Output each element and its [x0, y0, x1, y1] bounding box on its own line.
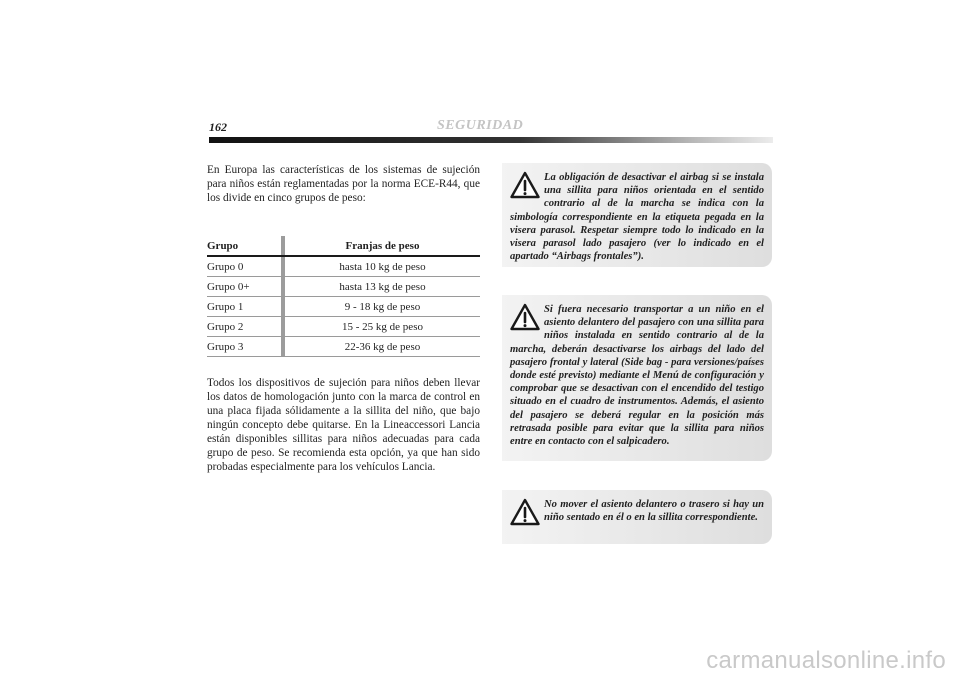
weight-range-cell: 15 - 25 kg de peso — [285, 317, 480, 337]
warning-triangle-icon — [510, 498, 540, 526]
warning-text: Si fuera necesario transportar a un niño en el asiento delantero del pasajero con una sillita para niños instalada en sentido contrario al de la marcha, deberán desactivarse los airbags del lado del pasajero frontal y lateral (Side bag - para versiones/países donde esté previsto) mediante el Menú de configuración y comprobar que se desactivan con el encendido del testigo situado en el cuadro de instrumentos. Además, el asiento del pasajero se deberá regular en la posición más retrasada posible para evitar que la sillita para niños entre en contacto con el salpicadero. — [510, 304, 764, 448]
page-number: 162 — [209, 120, 227, 134]
table-header-row — [207, 236, 480, 256]
column-header-group: Grupo — [207, 236, 281, 256]
group-cell: Grupo 2 — [207, 317, 281, 337]
weight-range-cell: 9 - 18 kg de peso — [285, 297, 480, 317]
table-row — [207, 277, 480, 297]
homologation-paragraph: Todos los dispositivos de sujeción para niños deben llevar los datos de homologación junto con la marca de control en una placa fijada sólidamente a la sillita del niño, que bajo ningún concepto debe quitarse. En la Lineaccessori Lancia están disponibles sillitas para niños adecuadas para cada grupo de peso. Se recomienda esta opción, ya que han sido probadas especialmente para los vehículos Lancia. — [207, 377, 480, 473]
warning-triangle-icon — [510, 171, 540, 199]
front-seat-child-warning — [502, 295, 772, 461]
intro-paragraph: En Europa las características de los sistemas de sujeción para niños están reglamentadas por la norma ECE-R44, que los divide en cinco grupos de peso: — [207, 164, 480, 204]
warning-text: No mover el asiento delantero o trasero si hay un niño sentado en él o en la sillita correspondiente. — [544, 499, 764, 524]
group-cell: Grupo 0 — [207, 256, 281, 277]
table-row — [207, 337, 480, 357]
airbag-deactivation-warning — [502, 163, 772, 267]
table-row — [207, 317, 480, 337]
weight-groups-table — [207, 236, 480, 357]
table-row — [207, 297, 480, 317]
watermark: carmanualsonline.info — [706, 647, 946, 674]
section-title: SEGURIDAD — [437, 118, 524, 133]
weight-range-cell: 22-36 kg de peso — [285, 337, 480, 357]
group-cell: Grupo 1 — [207, 297, 281, 317]
seat-adjustment-warning — [502, 490, 772, 544]
group-cell: Grupo 0+ — [207, 277, 281, 297]
header-rule — [209, 137, 773, 143]
warning-triangle-icon — [510, 303, 540, 331]
table-row — [207, 256, 480, 277]
column-header-weight-range: Franjas de peso — [285, 236, 480, 256]
group-cell: Grupo 3 — [207, 337, 281, 357]
warning-text: La obligación de desactivar el airbag si se instala una sillita para niños orientada en el sentido contrario al de la marcha se indica con la simbología correspondiente en la etiqueta pegada en la visera parasol. Respetar siempre todo lo indicado en la visera parasol lado pasajero (ver lo indicado en el apartado “Airbags frontales”). — [510, 172, 764, 263]
weight-range-cell: hasta 10 kg de peso — [285, 256, 480, 277]
weight-range-cell: hasta 13 kg de peso — [285, 277, 480, 297]
